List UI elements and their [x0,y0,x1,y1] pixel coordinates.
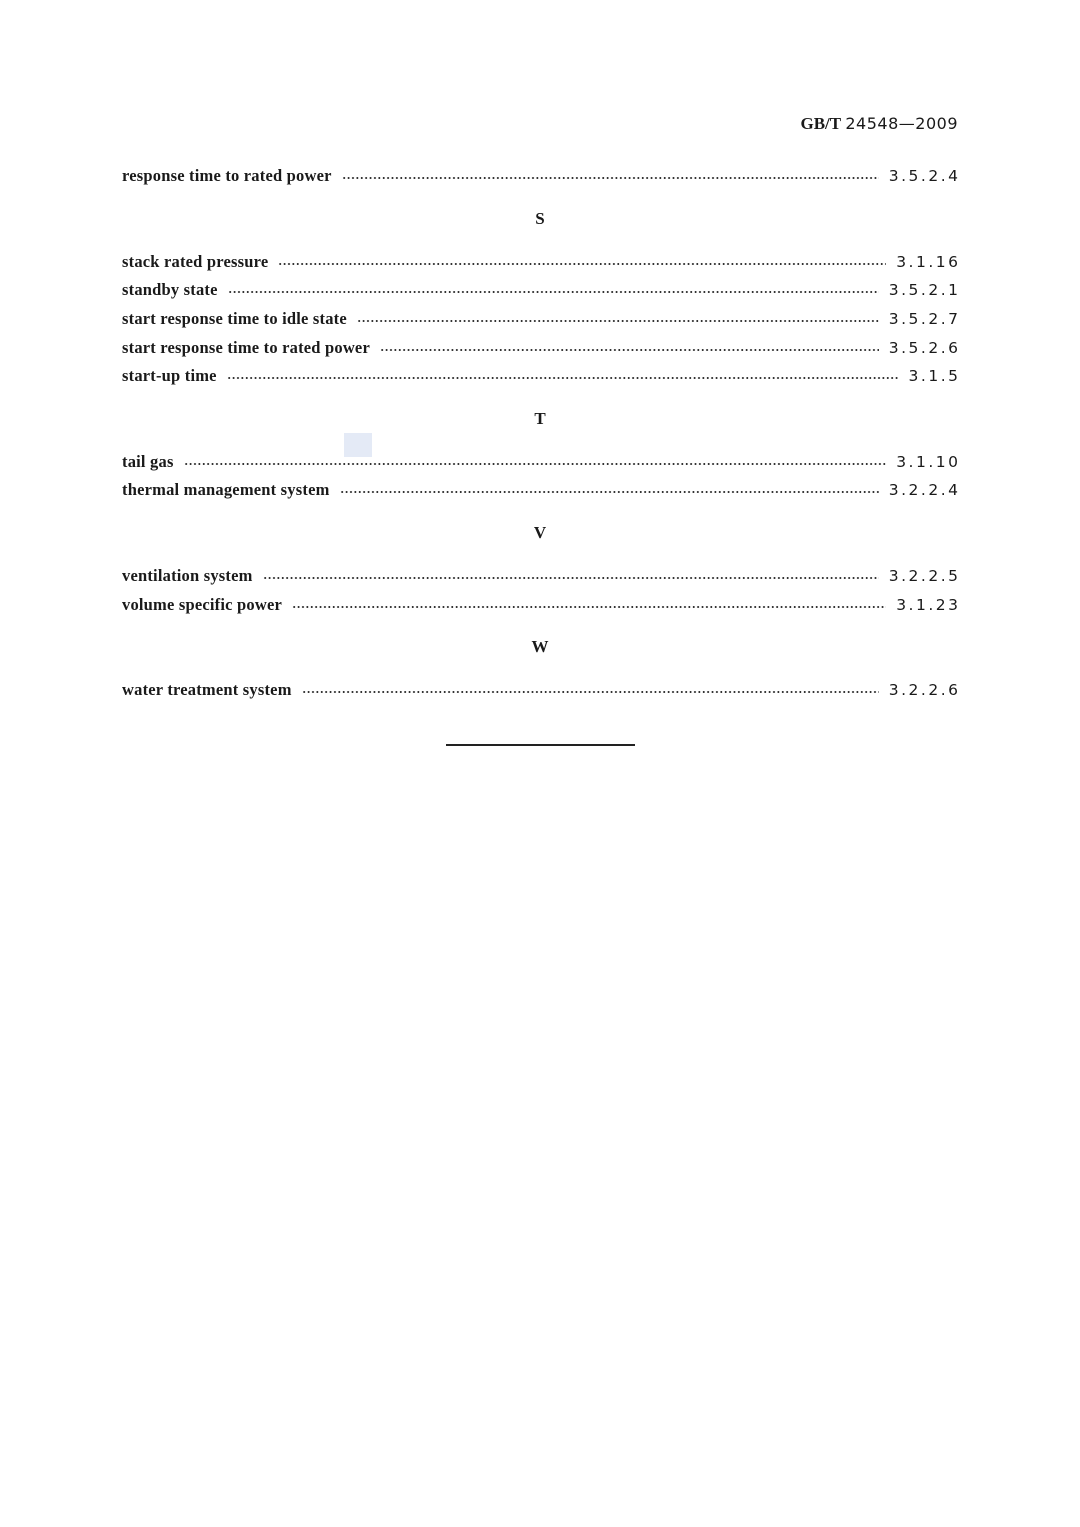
index-term: start-up time [122,366,227,386]
index-entry [122,476,961,505]
page-header [801,114,959,134]
dot-leader [228,291,879,293]
dot-leader [302,691,879,693]
index-term: tail gas [122,452,184,472]
index-reference: 3.5.2.4 [888,167,961,186]
index-entry [122,590,961,619]
index-entry [122,362,961,391]
index-entry [122,248,961,277]
dot-leader [278,263,886,265]
section-letter: S [535,209,545,229]
index-reference: 3.1.16 [896,252,961,271]
index-term: stack rated pressure [122,252,278,272]
term-index [122,162,961,705]
index-term: thermal management system [122,480,340,500]
dot-leader [380,349,879,351]
index-reference: 3.2.2.6 [888,681,961,700]
section-letter: T [534,409,546,429]
index-term: start response time to idle state [122,309,357,329]
standard-number: 24548—2009 [845,114,958,133]
index-entry [122,276,961,305]
index-reference: 3.5.2.1 [888,281,961,300]
index-term: standby state [122,280,228,300]
dot-leader [342,177,879,179]
index-entry [122,448,961,477]
index-term: start response time to rated power [122,338,380,358]
index-entry [122,562,961,591]
index-reference: 3.2.2.4 [888,481,961,500]
dot-leader [184,463,887,465]
index-term: water treatment system [122,680,302,700]
index-reference: 3.5.2.7 [888,310,961,329]
index-reference: 3.2.2.5 [888,567,961,586]
dot-leader [263,577,879,579]
section-letter: W [531,637,549,657]
index-entry [122,162,961,191]
index-term: volume specific power [122,595,292,615]
dot-leader [227,377,899,379]
standard-prefix: GB/T [800,114,842,133]
index-reference: 3.1.23 [896,595,961,614]
end-of-document-rule [446,744,635,746]
index-term: response time to rated power [122,166,342,186]
index-entry [122,676,961,705]
index-reference: 3.1.10 [896,452,961,471]
dot-leader [292,606,886,608]
index-reference: 3.5.2.6 [888,338,961,357]
dot-leader [340,491,879,493]
index-entry [122,305,961,334]
section-letter: V [533,523,547,543]
index-entry [122,333,961,362]
dot-leader [357,320,879,322]
index-term: ventilation system [122,566,263,586]
index-reference: 3.1.5 [908,367,961,386]
